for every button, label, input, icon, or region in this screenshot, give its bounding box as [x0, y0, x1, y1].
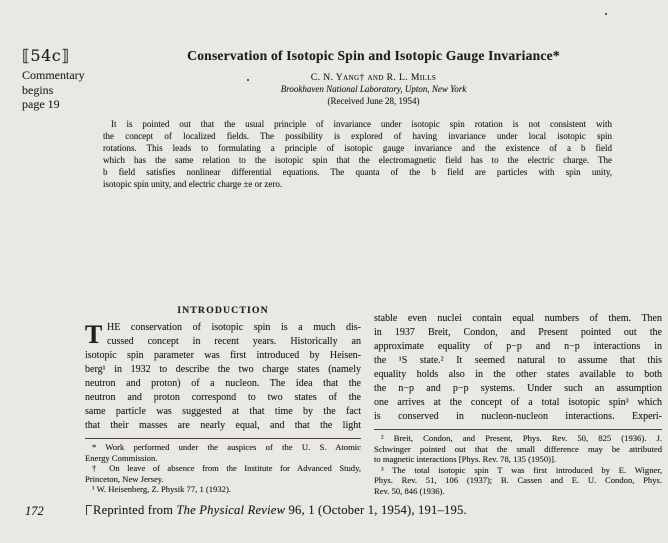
introduction-heading: INTRODUCTION — [177, 305, 269, 316]
affiliation-line: Brookhaven National Laboratory, Upton, New York — [280, 84, 467, 94]
body-line: neutron and proton) of a nucleon. The idea that the — [85, 378, 361, 389]
footnote-line: * Work performed under the auspices of the U. S. Atomic — [92, 442, 361, 452]
body-line: cussed concept in recent years. Historically an — [107, 336, 361, 347]
footnote-line: Rev. 50, 846 (1936). — [374, 485, 445, 496]
print-artifact-mark — [86, 505, 92, 515]
paper-number-label: ⟦54c⟧ — [22, 46, 70, 65]
body-line: approximate equality of p−p and n−p interactions in — [374, 341, 662, 352]
body-line: equality holds also in the other states available to both — [374, 369, 662, 380]
abstract-line: b field satisfies nonlinear differential equations. The quanta of the b field are particles with spin unity, — [103, 167, 612, 178]
drop-cap: T — [85, 320, 103, 349]
book-page-number: 172 — [25, 504, 44, 518]
journal-name: The Physical Review — [176, 503, 286, 517]
abstract-line: rotations. This leads to formulating a principle of isotopic gauge invariance and the existence of a b field — [103, 143, 612, 154]
abstract-block — [103, 118, 612, 191]
authors-line: C. N. Yang† and R. L. Mills — [310, 72, 437, 83]
body-line: the n−p and p−p systems. Under such an assumption — [374, 383, 662, 394]
body-line: one arrives at the concept of a total isotopic spin³ which — [374, 397, 662, 408]
received-date-line: (Received June 28, 1954) — [327, 96, 420, 106]
margin-commentary-note — [22, 68, 85, 112]
left-footnotes — [85, 442, 361, 495]
footnote-line: ³ The total isotopic spin T was first introduced by E. Wigner, — [381, 464, 662, 475]
body-line: the ¹S state.² It seemed natural to assume that this — [374, 355, 662, 366]
left-column-paragraph — [85, 321, 361, 433]
abstract-line: It is pointed out that the usual principle of invariance under isotopic spin rotation is not consistent with — [111, 119, 612, 129]
right-column — [374, 302, 662, 497]
body-line: neutron and proton correspond to two states of the — [85, 392, 361, 403]
body-line: isotopic spin parameter was first introduced by Heisen- — [85, 350, 361, 361]
commentary-note-line: Commentary — [22, 68, 85, 82]
footnote-line: ¹ W. Heisenberg, Z. Physik 77, 1 (1932). — [92, 484, 231, 495]
body-line: stable even nuclei contain equal numbers of them. Then — [374, 313, 662, 324]
footnote-rule — [374, 429, 662, 430]
footnote-rule — [85, 438, 361, 439]
footnote-line: Princeton, New Jersey. — [85, 473, 164, 484]
abstract-line: which has the same relation to the isotopic spin that the electromagnetic field has to the electric charge. The — [103, 155, 612, 166]
body-line: in 1937 Breit, Condon, and Present pointed out the — [374, 327, 662, 338]
footnote-line: Schwinger pointed out that the small difference may be attributed — [374, 443, 662, 454]
footnote-line: † On leave of absence from the Institute for Advanced Study, — [92, 463, 361, 474]
right-column-paragraph — [374, 312, 662, 424]
footnote-line: Phys. Rev. 51, 106 (1937); B. Cassen and E. U. Condon, Phys. — [374, 475, 662, 486]
commentary-note-line: begins — [22, 82, 54, 97]
abstract-line: the concept of localized fields. The possibility is explored of having invariance under local isotopic spin — [103, 131, 612, 142]
paper-header — [85, 48, 662, 106]
body-line: that their masses are nearly equal, and that the light — [85, 420, 361, 431]
body-line: same particle was suggested at that time by the fact — [85, 406, 361, 417]
abstract-line: isotopic spin unity, and electric charge ±e or zero. — [103, 179, 283, 190]
commentary-note-line: page 19 — [22, 97, 60, 112]
left-column — [85, 302, 361, 495]
scan-artifact-dot — [247, 79, 249, 81]
right-footnotes — [374, 433, 662, 497]
footnote-line: to magnetic interactions [Phys. Rev. 78, 135 (1950)]. — [374, 454, 557, 465]
reprint-suffix: 96, 1 (October 1, 1954), 191–195. — [285, 503, 467, 517]
scan-artifact-dot — [605, 13, 607, 15]
body-line: berg¹ in 1932 to describe the two charge states (namely — [85, 364, 361, 375]
paper-title: Conservation of Isotopic Spin and Isotopic Gauge Invariance* — [187, 48, 560, 63]
body-line: is conserved in nucleon-nucleon interactions. Experi- — [374, 411, 662, 422]
reprint-citation — [86, 503, 467, 518]
footnote-line: Energy Commission. — [85, 452, 158, 463]
reprint-prefix: Reprinted from — [93, 503, 177, 517]
body-line: HE conservation of isotopic spin is a much dis- — [107, 322, 361, 333]
footnote-line: ² Breit, Condon, and Present, Phys. Rev. 50, 825 (1936). J. — [381, 433, 662, 443]
